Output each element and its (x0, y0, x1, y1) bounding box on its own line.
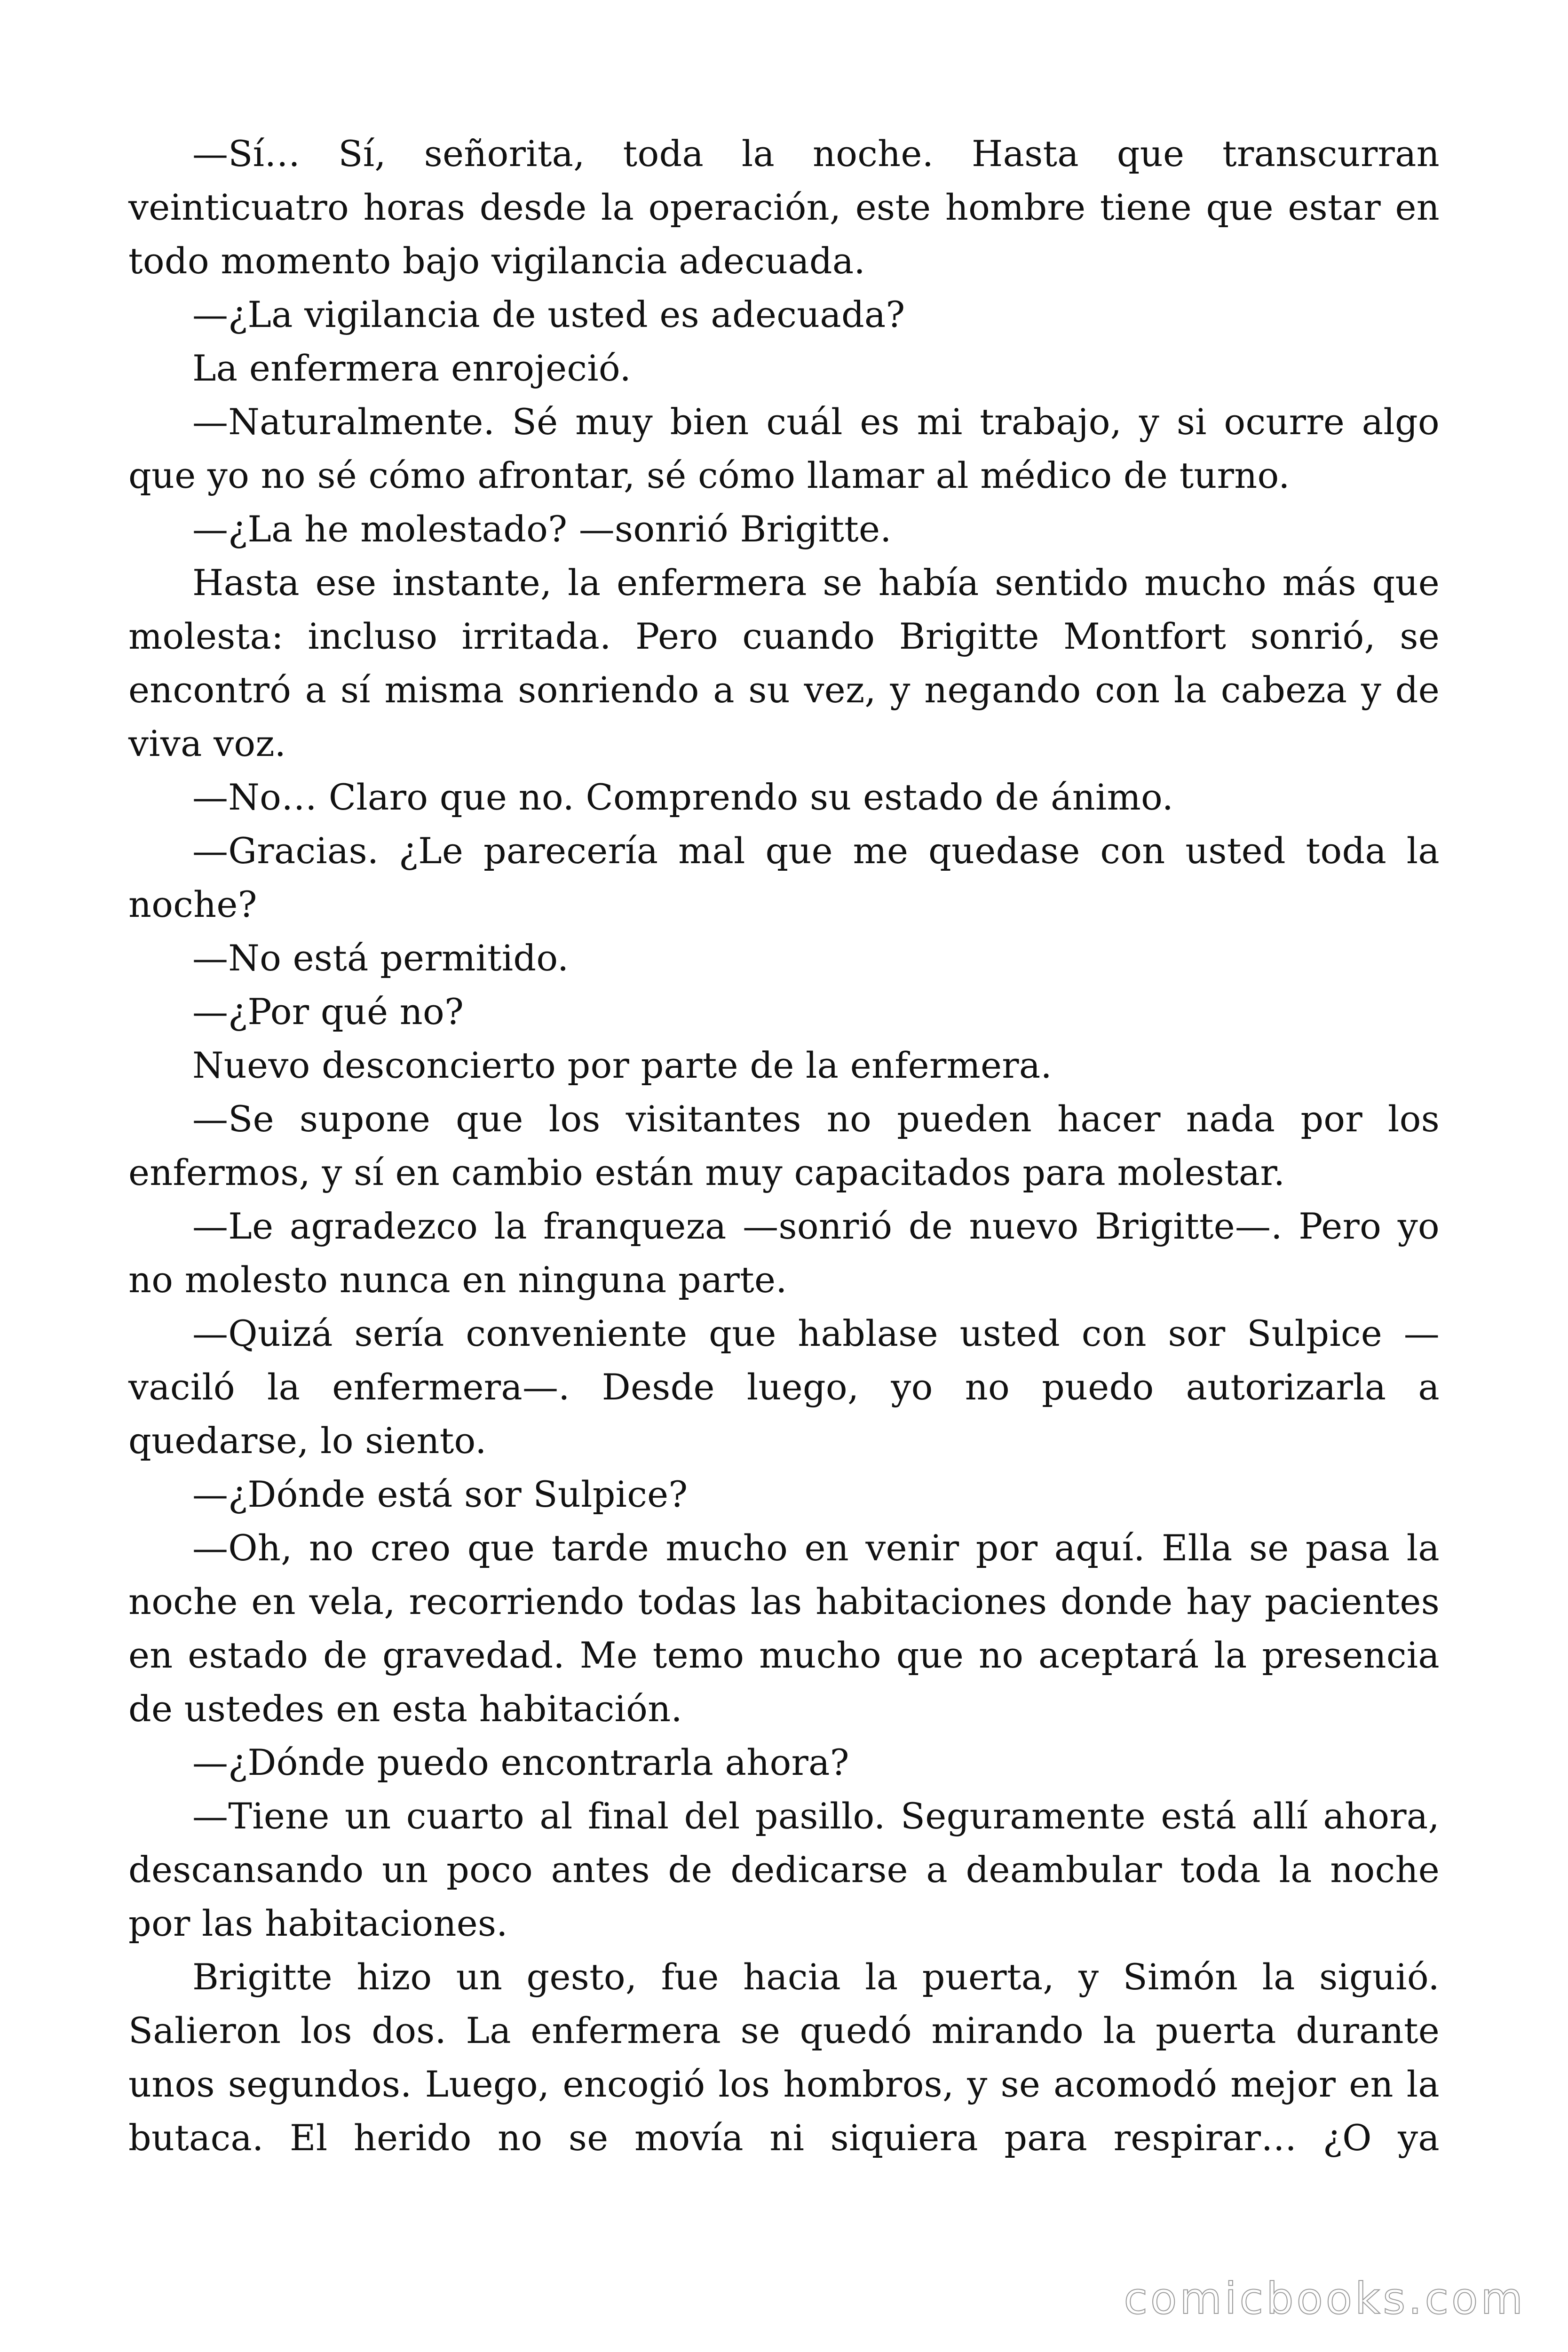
paragraph: —Sí… Sí, señorita, toda la noche. Hasta que transcurran veinticuatro horas desde la operación, este hombre tiene que estar en todo momento bajo vigilancia adecuada. (128, 133, 1440, 282)
paragraph: —No… Claro que no. Comprendo su estado de ánimo. (192, 776, 1174, 818)
page-text (128, 127, 1440, 2165)
paragraph: —Tiene un cuarto al final del pasillo. Seguramente está allí ahora, descansando un poco antes de dedicarse a deambular toda la noche por las habitaciones. (128, 1795, 1440, 1944)
paragraph: —¿La he molestado? —sonrió Brigitte. (192, 508, 892, 550)
paragraph: —Naturalmente. Sé muy bien cuál es mi trabajo, y si ocurre algo que yo no sé cómo afrontar, sé cómo llamar al médico de turno. (128, 401, 1440, 496)
watermark: comicbooks.com (1124, 2273, 1526, 2324)
paragraph: —Se supone que los visitantes no pueden hacer nada por los enfermos, y sí en cambio están muy capacitados para molestar. (128, 1098, 1440, 1193)
paragraph: —¿Dónde está sor Sulpice? (192, 1473, 688, 1515)
paragraph: —¿Por qué no? (192, 991, 464, 1033)
paragraph: —No está permitido. (192, 937, 569, 979)
paragraph: Hasta ese instante, la enfermera se había sentido mucho más que molesta: incluso irritada. Pero cuando Brigitte Montfort sonrió, se encontró a sí misma sonriendo a su vez, y negando con la cabeza y de viva voz. (128, 562, 1440, 764)
paragraph: —¿Dónde puedo encontrarla ahora? (192, 1741, 849, 1783)
paragraph: La enfermera enrojeció. (192, 347, 632, 389)
paragraph: —Quizá sería conveniente que hablase usted con sor Sulpice —vaciló la enfermera—. Desde luego, yo no puedo autorizarla a quedarse, lo siento. (128, 1312, 1440, 1462)
paragraph: —¿La vigilancia de usted es adecuada? (192, 294, 905, 335)
paragraph: Brigitte hizo un gesto, fue hacia la puerta, y Simón la siguió. Salieron los dos. La enfermera se quedó mirando la puerta durante unos segundos. Luego, encogió los hombros, y se acomodó mejor en la butaca. El herido no se movía ni siquiera para respirar… ¿O ya (128, 1956, 1440, 2159)
paragraph: —Le agradezco la franqueza —sonrió de nuevo Brigitte—. Pero yo no molesto nunca en ninguna parte. (128, 1205, 1440, 1301)
paragraph: Nuevo desconcierto por parte de la enfermera. (192, 1044, 1052, 1086)
paragraph: —Oh, no creo que tarde mucho en venir por aquí. Ella se pasa la noche en vela, recorriendo todas las habitaciones donde hay pacientes en estado de gravedad. Me temo mucho que no aceptará la presencia de ustedes en esta habitación. (128, 1527, 1440, 1730)
paragraph: —Gracias. ¿Le parecería mal que me quedase con usted toda la noche? (128, 830, 1440, 925)
